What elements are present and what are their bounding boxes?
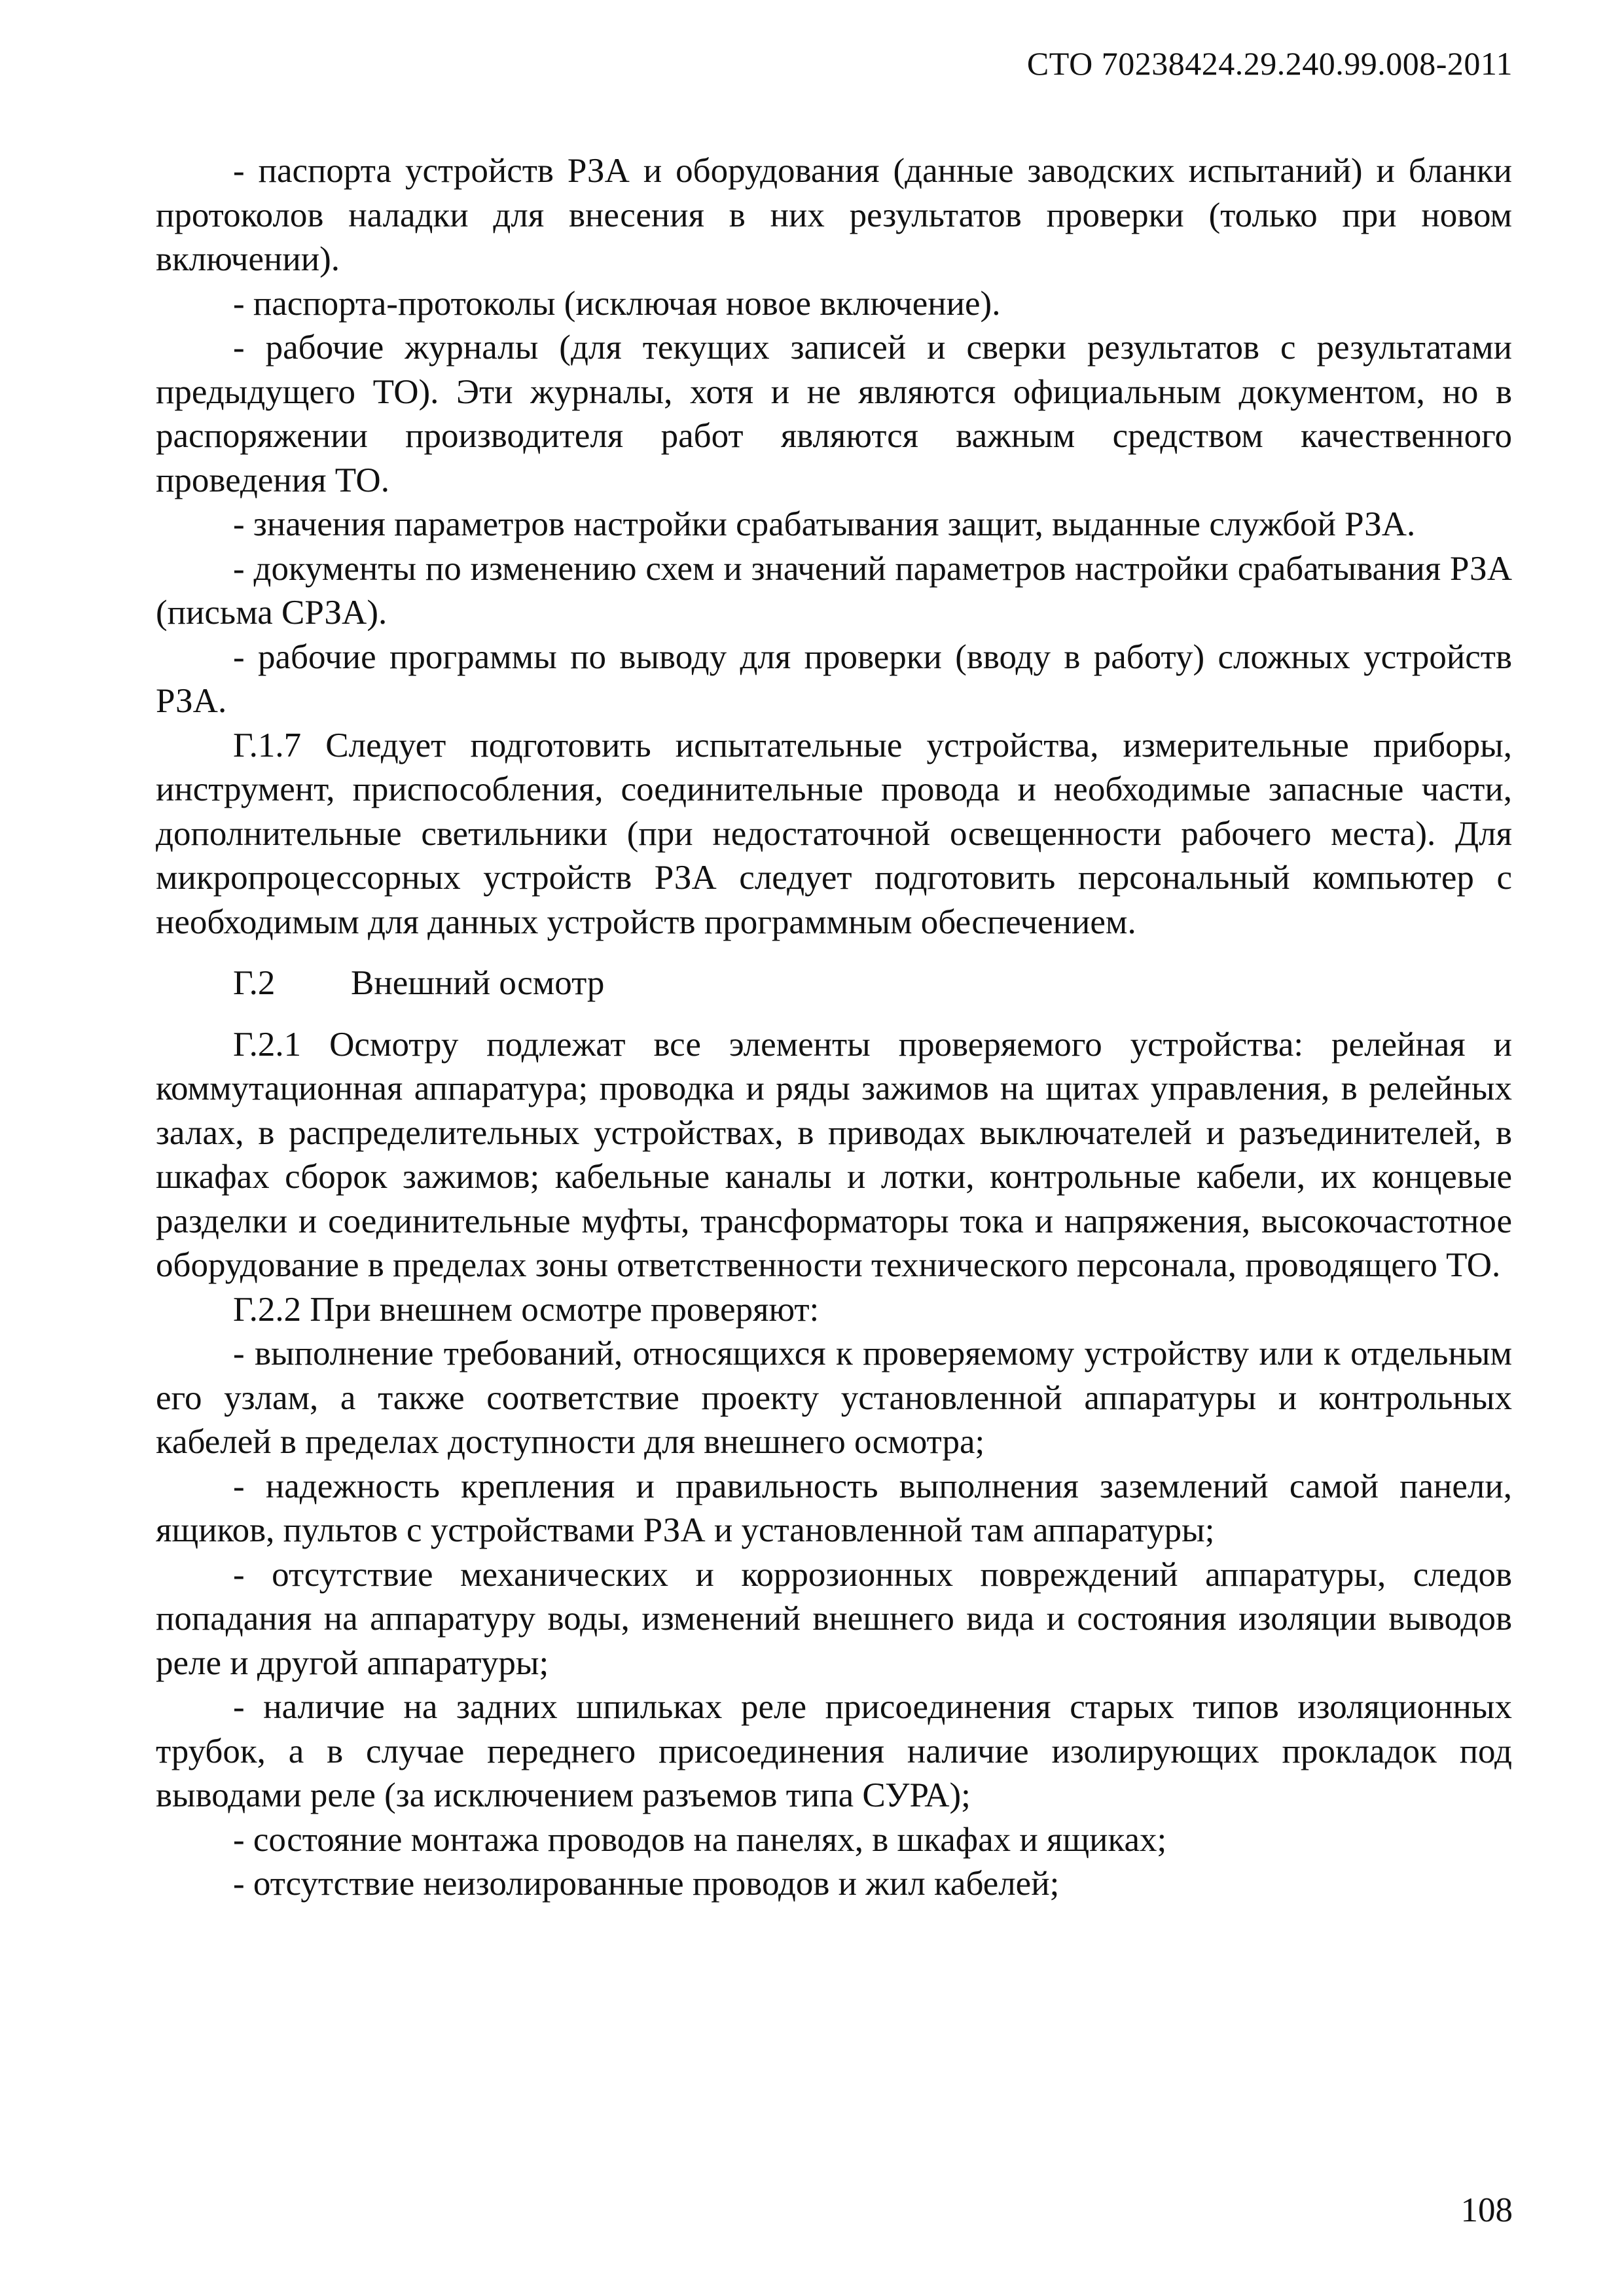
section-heading [156,961,1512,1006]
section-title: Внешний осмотр [351,964,605,1002]
paragraph-g-2-1: Г.2.1 Осмотру подлежат все элементы проверяемого устройства: релейная и коммутационная аппаратура; проводка и ряды зажимов на щитах управления, в релейных залах, в распределительных устройствах, в приводах выключателей и разъединителей, в шкафах сборок зажимов; кабельные каналы и лотки, контрольные кабели, их концевые разделки и соединительные муфты, трансформаторы тока и напряжения, высокочастотное оборудование в пределах зоны ответственности технического персонала, проводящего ТО. [156,1025,1512,1284]
section-number: Г.2 [233,964,276,1002]
body-text [156,149,1512,1907]
paragraph-work-programs: - рабочие программы по выводу для проверки (вводу в работу) сложных устройств РЗА. [156,637,1512,720]
list-item-grounding: - надежность крепления и правильность выполнения заземлений самой панели, ящиков, пультов с устройствами РЗА и установленной там аппаратуры; [156,1467,1512,1549]
list-item-damage: - отсутствие механических и коррозионных повреждений аппаратуры, следов попадания на аппаратуру воды, изменений внешнего вида и состояния изоляции выводов реле и другой аппаратуры; [156,1555,1512,1682]
paragraph-passports: - паспорта устройств РЗА и оборудования (данные заводских испытаний) и бланки протоколов наладки для внесения в них результатов проверки (только при новом включении). [156,152,1512,278]
list-item-wiring-condition: - состояние монтажа проводов на панелях, в шкафах и ящиках; [233,1820,1167,1859]
paragraph-g-1-7: Г.1.7 Следует подготовить испытательные устройства, измерительные приборы, инструмент, приспособления, соединительные провода и необходимые запасные части, дополнительные светильники (при недостаточной освещенности рабочего места). Для микропроцессорных устройств РЗА следует подготовить персональный компьютер с необходимым для данных устройств программным обеспечением. [156,726,1512,941]
list-item-requirements: - выполнение требований, относящихся к проверяемому устройству или к отдельным его узлам, а также соответствие проекту установленной аппаратуры и контрольных кабелей в пределах доступности для внешнего осмотра; [156,1335,1512,1461]
document-code-header: СТО 70238424.29.240.99.008-2011 [1026,45,1513,82]
list-item-insulation-tubes: - наличие на задних шпильках реле присоединения старых типов изоляционных трубок, а в случае переднего присоединения наличие изолирующих прокладок под выводами реле (за исключением разъемов типа СУРА); [156,1688,1512,1814]
paragraph-passport-protocols: - паспорта-протоколы (исключая новое включение). [233,284,1001,323]
paragraph-scheme-change-documents: - документы по изменению схем и значений параметров настройки срабатывания РЗА (письма СРЗА). [156,549,1512,632]
list-item-uninsulated-wires: - отсутствие неизолированные проводов и жил кабелей; [233,1865,1060,1903]
paragraph-g-2-2: Г.2.2 При внешнем осмотре проверяют: [233,1290,820,1329]
paragraph-work-journals: - рабочие журналы (для текущих записей и сверки результатов с результатами предыдущего ТО). Эти журналы, хотя и не являются официальным документом, но в распоряжении производителя работ являются важным средством качественного проведения ТО. [156,329,1512,499]
paragraph-settings-values: - значения параметров настройки срабатывания защит, выданные службой РЗА. [233,505,1416,543]
page-number: 108 [1460,2191,1513,2229]
